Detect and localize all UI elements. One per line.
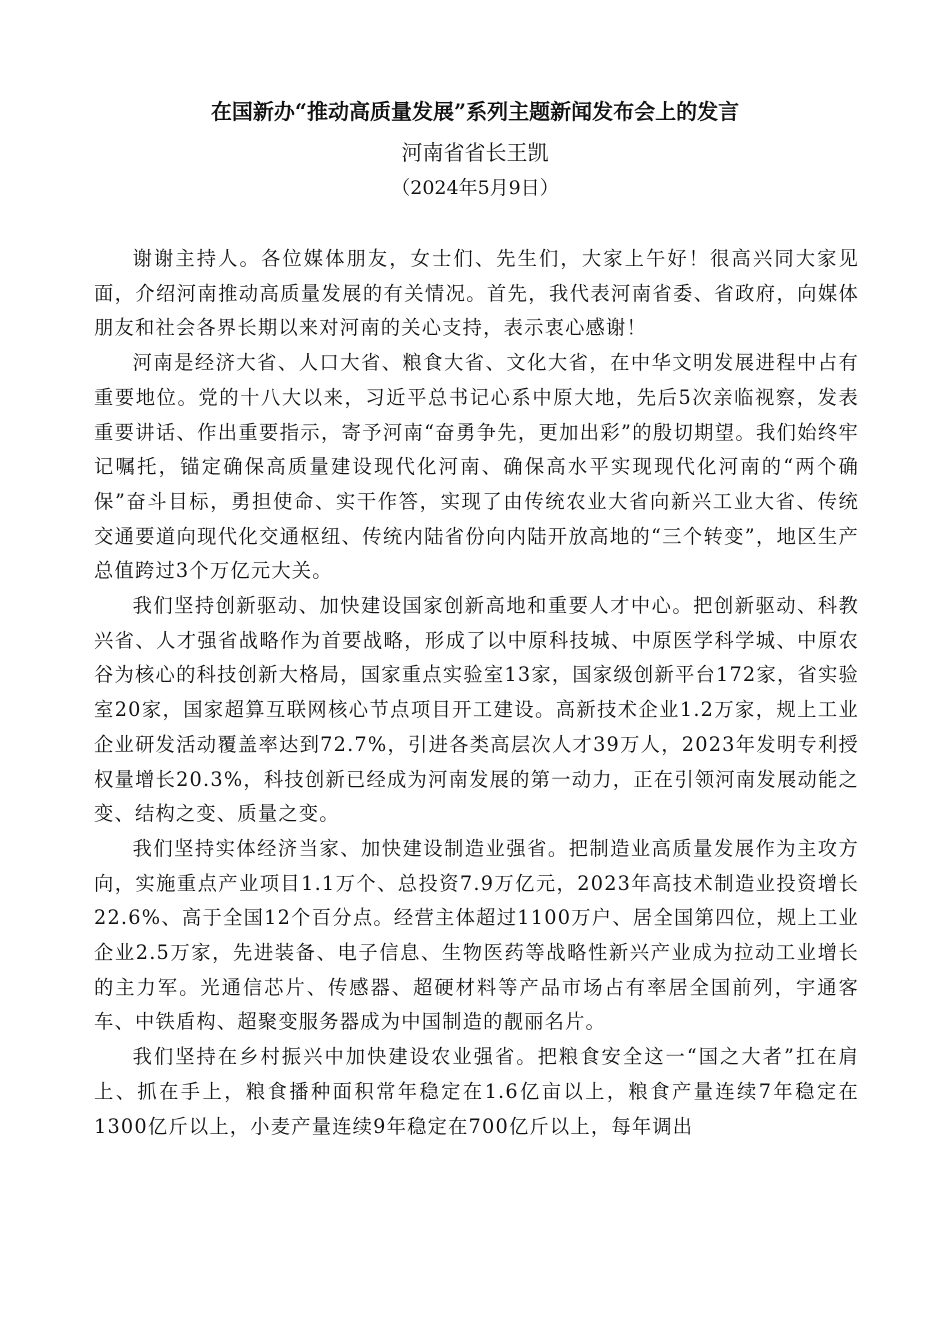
document-body [94,242,859,1144]
paragraph: 我们坚持在乡村振兴中加快建设农业强省。把粮食安全这一“国之大者”扛在肩上、抓在手上，粮食播种面积常年稳定在1.6亿亩以上，粮食产量连续7年稳定在1300亿斤以上，小麦产量连续9年稳定在700亿斤以上，每年调出 [94,1045,859,1138]
paragraph: 我们坚持实体经济当家、加快建设制造业强省。把制造业高质量发展作为主攻方向，实施重点产业项目1.1万个、总投资7.9万亿元，2023年高技术制造业投资增长22.6%、高于全国12个百分点。经营主体超过1100万户、居全国第四位，规上工业企业2.5万家，先进装备、电子信息、生物医药等战略性新兴产业成为拉动工业增长的主力军。光通信芯片、传感器、超硬材料等产品市场占有率居全国前列，宇通客车、中铁盾构、超聚变服务器成为中国制造的靓丽名片。 [94,836,859,1034]
document-title: 在国新办“推动高质量发展”系列主题新闻发布会上的发言 [210,99,740,124]
document-date: （2024年5月9日） [391,177,559,199]
document-author: 河南省省长王凯 [401,141,549,165]
paragraph: 河南是经济大省、人口大省、粮食大省、文化大省，在中华文明发展进程中占有重要地位。党的十八大以来，习近平总书记心系中原大地，先后5次亲临视察，发表重要讲话、作出重要指示，寄予河南“奋勇争先，更加出彩”的殷切期望。我们始终牢记嘱托，锚定确保高质量建设现代化河南、确保高水平实现现代化河南的“两个确保”奋斗目标，勇担使命、实干作答，实现了由传统农业大省向新兴工业大省、传统交通要道向现代化交通枢纽、传统内陆省份向内陆开放高地的“三个转变”，地区生产总值跨过3个万亿元大关。 [94,351,859,583]
paragraph: 谢谢主持人。各位媒体朋友，女士们、先生们，大家上午好！很高兴同大家见面，介绍河南推动高质量发展的有关情况。首先，我代表河南省委、省政府，向媒体朋友和社会各界长期以来对河南的关心支持，表示衷心感谢！ [94,247,859,340]
paragraph: 我们坚持创新驱动、加快建设国家创新高地和重要人才中心。把创新驱动、科教兴省、人才强省战略作为首要战略，形成了以中原科技城、中原医学科学城、中原农谷为核心的科技创新大格局，国家重点实验室13家，国家级创新平台172家，省实验室20家，国家超算互联网核心节点项目开工建设。高新技术企业1.2万家，规上工业企业研发活动覆盖率达到72.7%，引进各类高层次人才39万人，2023年发明专利授权量增长20.3%，科技创新已经成为河南发展的第一动力，正在引领河南发展动能之变、结构之变、质量之变。 [94,594,859,826]
